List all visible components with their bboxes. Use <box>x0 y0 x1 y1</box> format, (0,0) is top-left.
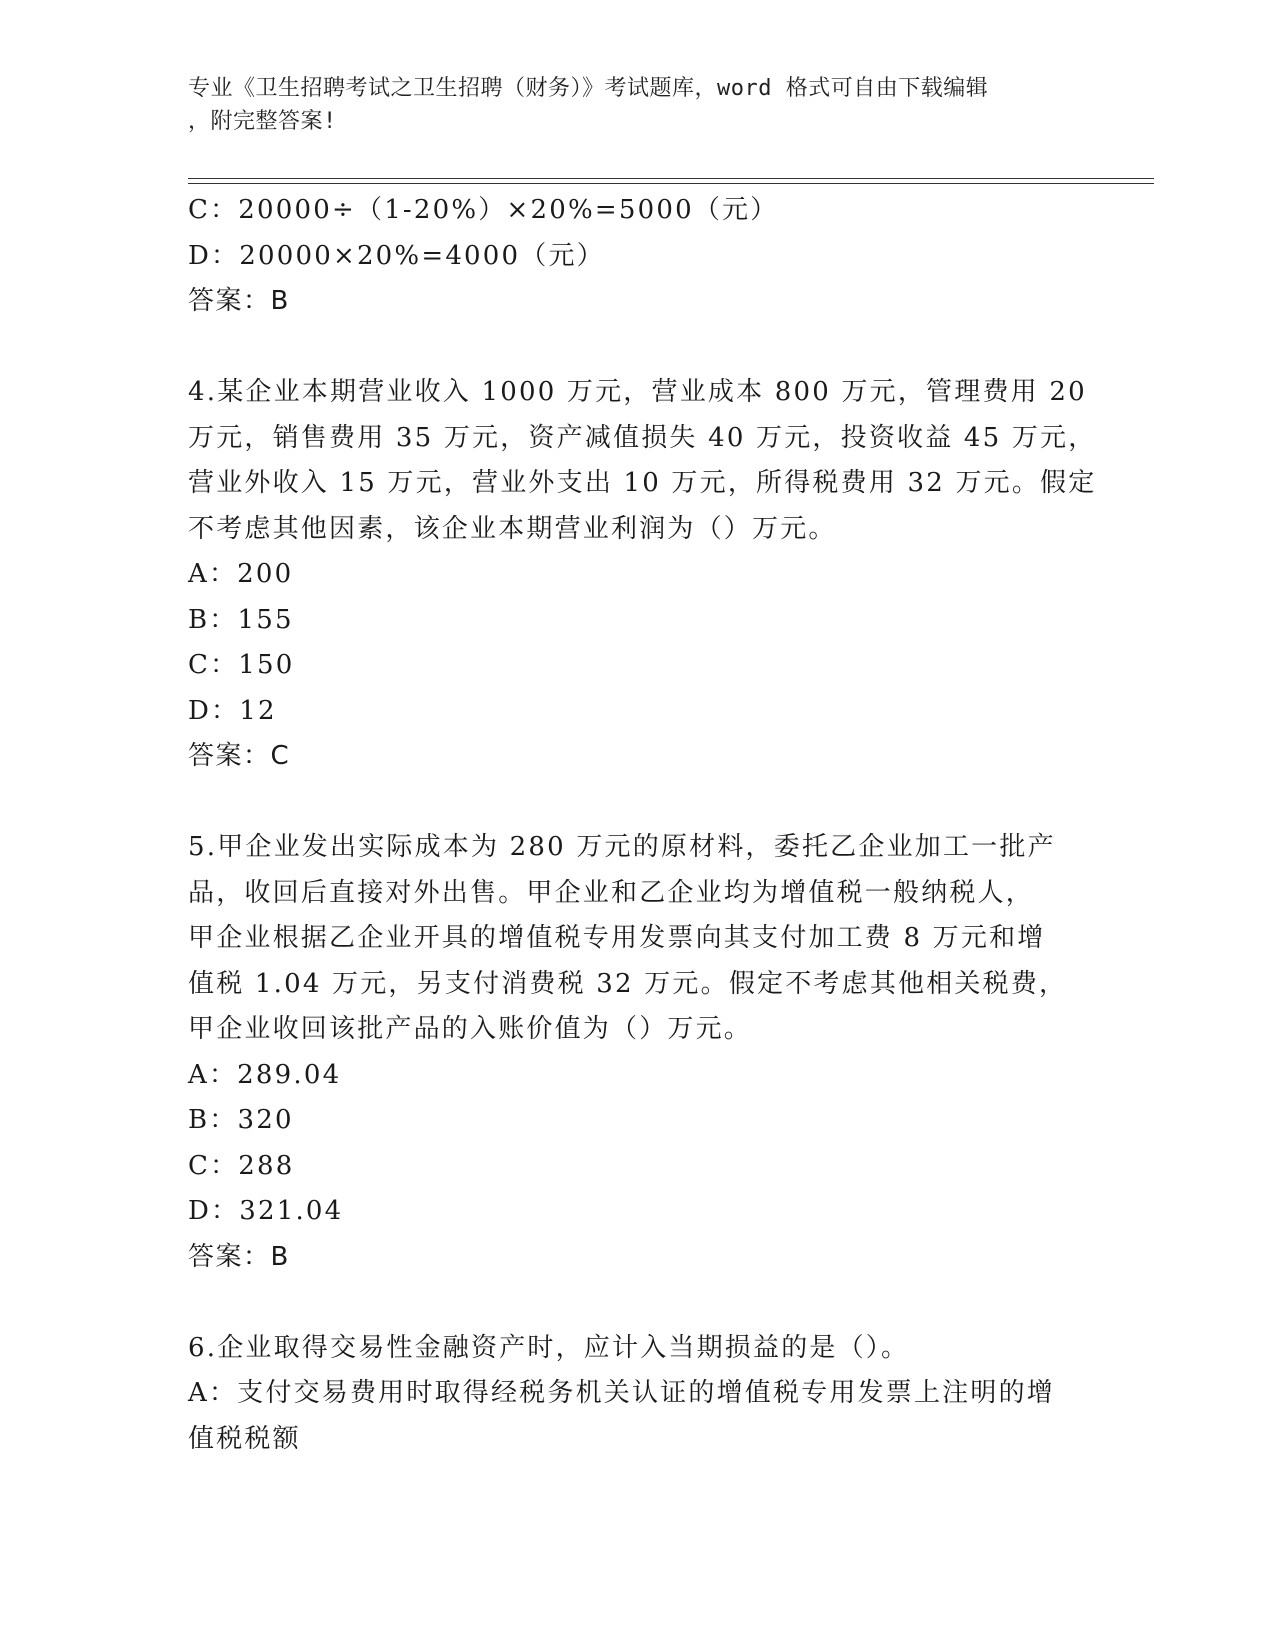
option-a: A：200 <box>188 559 294 589</box>
question-text-line: 5.甲企业发出实际成本为 280 万元的原材料，委托乙企业加工一批产 <box>188 832 1056 862</box>
option-a-continued: 值税税额 <box>188 1423 301 1454</box>
option-a: A：289.04 <box>188 1059 342 1090</box>
question-5 <box>188 825 1088 1280</box>
question-text-line: 4.某企业本期营业收入 1000 万元，营业成本 800 万元，管理费用 20 <box>188 377 1087 407</box>
answer: 答案：B <box>188 1241 290 1272</box>
question-text-line: 甲企业收回该批产品的入账价值为（）万元。 <box>188 1014 753 1044</box>
question-text-line: 不考虑其他因素，该企业本期营业利润为（）万元。 <box>188 513 837 544</box>
option-b: B：155 <box>188 604 294 635</box>
spacer <box>188 325 1088 371</box>
header-line-1: 专业《卫生招聘考试之卫生招聘（财务）》考试题库，word 格式可自由下载编辑 <box>188 76 989 101</box>
spacer <box>188 780 1088 826</box>
option-c: C：20000÷（1-20%）×20%=5000（元） <box>188 195 779 225</box>
question-text-line: 甲企业根据乙企业开具的增值税专用发票向其支付加工费 8 万元和增 <box>188 923 1046 953</box>
answer: 答案：B <box>188 286 290 316</box>
page-header <box>188 72 1068 138</box>
document-body <box>188 188 1097 1462</box>
question-text-line: 万元，销售费用 35 万元，资产减值损失 40 万元，投资收益 45 万元， <box>188 422 1097 453</box>
question-text-line: 6.企业取得交易性金融资产时，应计入当期损益的是（）。 <box>188 1332 910 1363</box>
option-b: B：320 <box>188 1105 294 1135</box>
question-6 <box>188 1326 1088 1463</box>
previous-question-tail <box>188 188 1088 325</box>
question-text-line: 值税 1.04 万元，另支付消费税 32 万元。假定不考虑其他相关税费， <box>188 968 1068 999</box>
question-text-line: 营业外收入 15 万元，营业外支出 10 万元，所得税费用 32 万元。假定 <box>188 468 1097 498</box>
question-text-line: 品，收回后直接对外出售。甲企业和乙企业均为增值税一般纳税人， <box>188 877 1035 908</box>
answer: 答案：C <box>188 741 291 771</box>
option-d: D：12 <box>188 695 277 726</box>
spacer <box>188 1280 1088 1326</box>
option-d: D：321.04 <box>188 1196 344 1226</box>
header-line-2: ，附完整答案! <box>188 109 337 134</box>
option-a: A：支付交易费用时取得经税务机关认证的增值税专用发票上注明的增 <box>188 1378 1055 1408</box>
header-rule-bottom <box>188 183 1154 184</box>
option-c: C：150 <box>188 650 295 680</box>
question-4 <box>188 370 1097 780</box>
option-c: C：288 <box>188 1150 295 1181</box>
header-rule-top <box>188 178 1154 179</box>
option-d: D：20000×20%=4000（元） <box>188 240 605 271</box>
